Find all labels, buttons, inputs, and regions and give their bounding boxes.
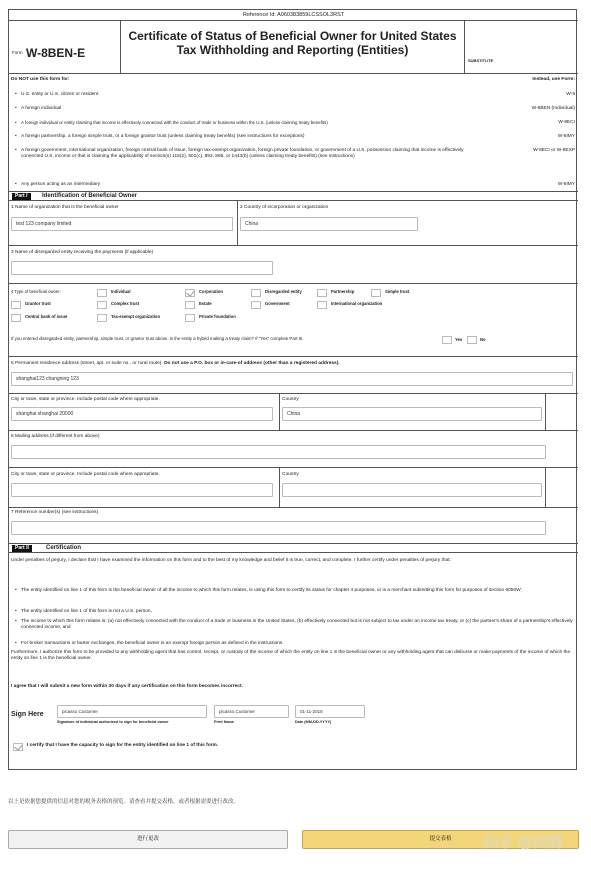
substitute-label: SUBSTITUTE [468,58,494,63]
country-of-incorporation-field[interactable]: China [240,217,418,231]
watermark: 知乎 @图腾 [483,833,563,851]
form-number: W-8BEN-E [26,46,86,60]
individual-checkbox[interactable] [97,289,107,297]
do-not-use-item: • A foreign individual [21,106,61,112]
part2-header [9,543,578,553]
disregarded-entity-checkbox[interactable] [251,289,261,297]
government-checkbox[interactable] [251,301,261,309]
hybrid-no-label: No [480,337,486,342]
complex-trust-label: Complex trust [111,301,140,306]
line1-label: 1 Name of organization that is the beneficial owner [11,205,119,210]
certification-bullet: • The income to which this form relates is: (a) not effectively connected with the conduct of a trade or business in the United States, (b) effectively connected but is not subject to tax under an income tax treaty, or (c) the partner's share of a partnership's effectively connected income, and [21,619,573,631]
partnership-checkbox[interactable] [317,289,327,297]
reference-id: Reference Id: A060383859LCSSOL3RST [9,10,578,21]
part2-title: Certification [46,545,82,551]
part1-title: Identification of Beneficial Owner [42,193,138,199]
part1-label: Part I [12,193,31,200]
checkmark-icon [14,742,22,751]
hybrid-question: If you entered disregarded entity, partnership, simple trust, or grantor trust above, is the entity a hybrid making a treaty claim? If "Yes" complete Part III. [11,336,304,341]
capacity-statement: I certify that I have the capacity to sign for the entity identified on line 1 of this form. [27,743,219,748]
instead-form: W-8IMY [557,134,575,139]
private-foundation-checkbox[interactable] [185,314,195,322]
submit-form-button[interactable]: 提交表格 [302,830,579,849]
grantor-trust-checkbox[interactable] [11,301,21,309]
international-org-label: International organization [331,301,383,306]
hybrid-yes-checkbox[interactable] [442,336,452,344]
individual-label: Individual [111,289,131,294]
print-name-label: Print Name [214,720,235,724]
corporation-label: Corporation [199,289,223,294]
org-name-field[interactable]: test 123 company limited [11,217,233,231]
certification-intro: Under penalties of perjury, I declare that I have examined the information on this form and to the best of my knowledge and belief it is true, correct, and complete. I further certify under penalties of perjury that: [11,558,451,563]
do-not-use-item: • A foreign individual or entity claiming that income is effectively connected with the conduct of trade or business within the U.S. (unless claiming treaty benefits) [21,120,328,126]
city-label: City or town, state or province. Include postal code where appropriate. [11,397,160,402]
do-not-use-item: • U.S. entity or U.S. citizen or resident [21,92,98,98]
grantor-trust-label: Grantor trust [25,301,51,306]
certification-bullet: • For broker transactions or barter exchanges, the beneficial owner is an exempt foreign person as defined in the instructions. [21,641,573,647]
form-header [9,21,578,74]
signature-label: Signature of individual authorized to sign for beneficial owner [57,720,169,724]
make-changes-button[interactable]: 进行更改 [8,830,288,849]
instead-form: W-8IMY [557,182,575,187]
permanent-address-field[interactable]: shanghai123 changning 123 [11,372,573,386]
central-bank-checkbox[interactable] [11,314,21,322]
mailing-city-field[interactable] [11,483,273,497]
international-org-checkbox[interactable] [317,301,327,309]
certification-bullet: • The entity identified on line 1 of this form is the beneficial owner of all the income to which this form relates, is using this form to certify its status for chapter 4 purposes, or is a merchant submitting this form for purposes of section 6050W; [21,588,573,594]
government-label: Government [265,301,290,306]
estate-label: Estate [199,301,212,306]
country-label: Country [282,397,299,402]
date-field[interactable]: 01-11-2018 [295,705,365,718]
instead-form: W-8BEN (Individual) [531,106,575,111]
disregarded-entity-label: Disregarded entity [265,289,302,294]
signature-field[interactable]: picasso Customer [57,705,207,718]
mailing-address-field[interactable] [11,445,546,459]
simple-trust-label: Simple trust [385,289,410,294]
city2-label: City or town, state or province. Include postal code where appropriate. [11,472,160,477]
partnership-label: Partnership [331,289,355,294]
line4-label: 4 Type of beneficial owner: [11,289,61,294]
instead-form: W-9 [566,92,575,97]
city-field[interactable]: shanghai shanghai 20000 [11,407,273,421]
line6-label: 6 Mailing address (if different from above) [11,434,100,439]
hybrid-yes-label: Yes [455,337,463,342]
certification-furthermore: Furthermore, I authorize this form to be provided to any withholding agent that has control, receipt, or custody of the income of which the entity on line 1 is the beneficial owner or any withholding agent that can disburse or make payments of the income of which the entity on line 1 is the beneficial owner. [11,650,571,661]
do-not-use-item: • Any person acting as an intermediary [21,182,100,188]
do-not-use-item: • A foreign government, international organization, foreign central bank of issue, foreign tax-exempt organization, foreign private foundation, or government of a U.S. possession claiming that income is effectively connected U.S. income or that is claiming the applicability of section(s) 115(2), 501(c), 892, 895, or 1443(b) (unless claiming treaty benefits) (see instructions) [21,148,486,160]
preview-note: 以上是依据您提供的信息对您的税务表格的预览。请查看并提交表格，或者根据需要进行改改。 [8,799,240,805]
estate-checkbox[interactable] [185,301,195,309]
disregarded-entity-field[interactable] [11,261,273,275]
simple-trust-checkbox[interactable] [371,289,381,297]
corporation-checkbox[interactable] [185,289,195,297]
do-not-use-heading: Do NOT use this form for: [11,77,70,82]
country2-label: Country [282,472,299,477]
form-title-line2: Tax Withholding and Reporting (Entities) [176,43,409,57]
line2-label: 2 Country of incorporation or organization [240,205,329,210]
date-label: Date (MM-DD-YYYY) [295,720,332,724]
instead-use-heading: Instead, use Form: [532,77,575,82]
checkmark-icon [186,288,194,297]
part2-label: Part II [12,545,32,552]
tax-exempt-label: Tax-exempt organization [111,314,161,319]
part1-header [9,191,578,201]
line7-label: 7 Reference number(s) (see instructions) [11,510,99,515]
instead-form: W-8ECI or W-8EXP [533,148,575,153]
hybrid-no-checkbox[interactable] [467,336,477,344]
do-not-use-item: • A foreign partnership, a foreign simple trust, or a foreign grantor trust (unless claiming treaty benefits) (see instructions for exceptions) [21,134,304,140]
private-foundation-label: Private foundation [199,314,236,319]
country-field[interactable]: China [282,407,542,421]
line3-label: 3 Name of disregarded entity receiving the payments (if applicable) [11,250,154,255]
tax-form-preview [8,9,577,770]
form-prefix: Form [12,50,23,55]
print-name-field[interactable]: picasso Customer [214,705,289,718]
sign-here-label: Sign Here [11,711,44,718]
line5-label: 5 Permanent residence address (street, apt. or suite no., or rural route). Do not use a P.O. box or in-care-of address (other than a registered address). [11,361,340,366]
agree-statement: I agree that I will submit a new form within 30 days if any certification on this form becomes incorrect. [11,684,243,689]
instead-form: W-8ECI [558,120,575,125]
tax-exempt-checkbox[interactable] [97,314,107,322]
capacity-checkbox[interactable] [13,743,23,751]
mailing-country-field[interactable] [282,483,542,497]
form-title [121,21,464,74]
central-bank-label: Central bank of issue [25,314,68,319]
certification-bullet: • The entity identified on line 1 of this form is not a U.S. person, [21,609,573,615]
complex-trust-checkbox[interactable] [97,301,107,309]
form-title-line1: Certificate of Status of Beneficial Owner for United States [128,29,457,43]
reference-number-field[interactable] [11,521,546,535]
